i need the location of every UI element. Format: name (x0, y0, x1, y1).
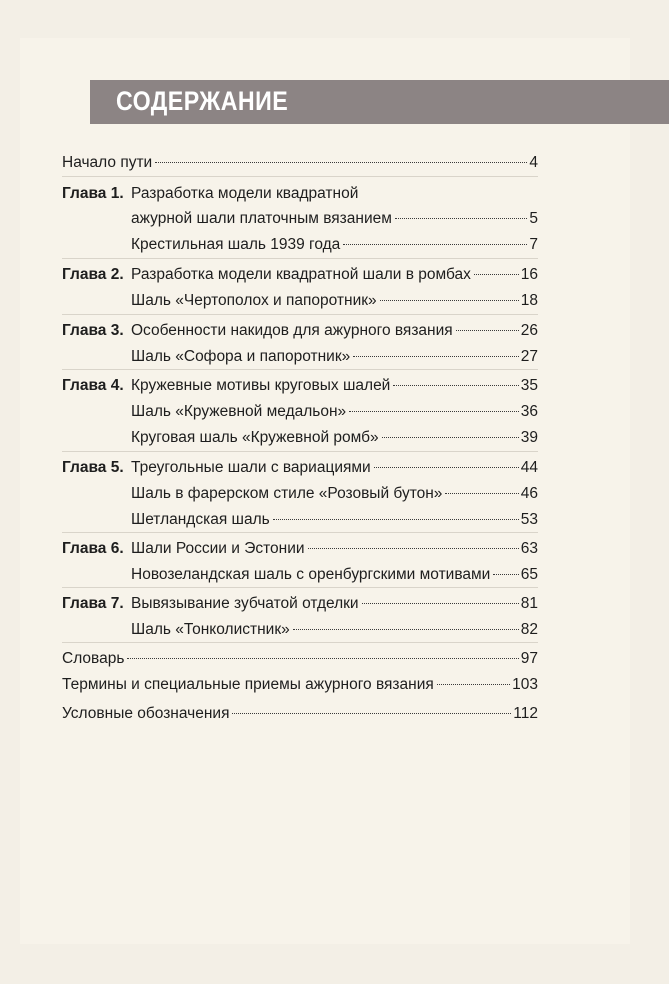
toc-entry-label (62, 266, 471, 284)
dot-leader (343, 244, 527, 245)
chapter-number: Глава 3. (62, 322, 124, 339)
toc-entry-title: Разработка модели квадратной шали в ромбах (131, 266, 471, 283)
toc-entry[interactable] (62, 210, 538, 234)
toc-entry-title: Шаль в фарерском стиле «Розовый бутон» (131, 485, 443, 502)
chapter-number: Глава 2. (62, 266, 124, 283)
toc-entry[interactable] (62, 154, 538, 178)
chapter-number: Глава 1. (62, 185, 124, 202)
toc-entry-title: Словарь (62, 650, 125, 667)
page-number: 53 (520, 511, 538, 528)
page-number: 39 (520, 429, 538, 446)
toc-entry-label (62, 185, 358, 203)
toc-entry-label (62, 511, 270, 529)
toc-entry-label (62, 429, 379, 447)
toc-entry[interactable] (62, 348, 538, 372)
chapter-number: Глава 4. (62, 377, 124, 394)
toc-entry[interactable] (62, 236, 538, 260)
toc-entry[interactable] (62, 485, 538, 509)
dot-leader (155, 162, 527, 163)
toc-entry-label (62, 292, 377, 310)
toc-entry-label (62, 403, 346, 421)
dot-leader (273, 519, 519, 520)
page-number: 44 (520, 459, 538, 476)
page-number: 18 (520, 292, 538, 309)
chapter-number: Глава 5. (62, 459, 124, 476)
toc-entry[interactable] (62, 676, 538, 700)
page-title: СОДЕРЖАНИЕ (116, 86, 289, 116)
toc-entry-title: Крестильная шаль 1939 года (131, 236, 341, 253)
dot-leader (393, 385, 518, 386)
page-number: 65 (520, 566, 538, 583)
toc-entry-title: Вывязывание зубчатой отделки (131, 595, 359, 612)
toc-entry-label (62, 377, 390, 395)
toc-entry-label (62, 566, 490, 584)
dot-leader (456, 330, 519, 331)
page-number: 81 (520, 595, 538, 612)
toc-entry-title: Шаль «Кружевной медальон» (131, 403, 347, 420)
toc-entry-label (62, 676, 434, 694)
dot-leader (374, 467, 519, 468)
toc-entry-label (62, 236, 340, 254)
dot-leader (127, 658, 518, 659)
dot-leader (382, 437, 519, 438)
toc-entry[interactable] (62, 705, 538, 729)
dot-leader (474, 274, 519, 275)
page-number: 26 (520, 322, 538, 339)
chapter-number: Глава 6. (62, 540, 124, 557)
page-number: 16 (520, 266, 538, 283)
page-number: 112 (513, 705, 538, 722)
toc-entry[interactable] (62, 650, 538, 674)
toc-entry-title: Шаль «Софора и папоротник» (131, 348, 351, 365)
dot-leader (353, 356, 519, 357)
toc-entry-title: Новозеландская шаль с оренбургскими мотивами (131, 566, 491, 583)
toc-entry-title: Разработка модели квадратной (131, 185, 359, 202)
toc-entry-label (62, 650, 124, 668)
toc-entry-title: Шаль «Чертополох и папоротник» (131, 292, 377, 309)
page-number: 103 (512, 676, 538, 693)
toc-entry-label (62, 459, 371, 477)
page-number: 82 (520, 621, 538, 638)
toc-entry-label (62, 705, 229, 723)
page-number: 27 (520, 348, 538, 365)
toc-entry[interactable] (62, 322, 538, 346)
contents-title-bar (90, 80, 669, 124)
toc-entry-label (62, 540, 305, 558)
toc-entry-label (62, 348, 350, 366)
toc-entry-title: Условные обозначения (62, 705, 230, 722)
chapter-number: Глава 7. (62, 595, 124, 612)
toc-entry-title: Круговая шаль «Кружевной ромб» (131, 429, 379, 446)
toc-entry-label (62, 595, 359, 613)
toc-entry-title: Треугольные шали с вариациями (131, 459, 371, 476)
page-number: 36 (520, 403, 538, 420)
dot-leader (380, 300, 519, 301)
dot-leader (493, 574, 518, 575)
dot-leader (362, 603, 519, 604)
dot-leader (232, 713, 511, 714)
toc-entry-title: Шаль «Тонколистник» (131, 621, 290, 638)
toc-entry[interactable] (62, 429, 538, 453)
toc-entry[interactable] (62, 292, 538, 316)
toc-entry-label (62, 210, 392, 228)
dot-leader (445, 493, 518, 494)
toc-entry[interactable] (62, 566, 538, 590)
dot-leader (349, 411, 519, 412)
dot-leader (308, 548, 519, 549)
dot-leader (395, 218, 527, 219)
toc-entry-label (62, 621, 290, 639)
toc-entry-title: ажурной шали платочным вязанием (131, 210, 392, 227)
toc-entry[interactable] (62, 459, 538, 483)
toc-entry[interactable] (62, 377, 538, 401)
toc-entry-title: Шетландская шаль (131, 511, 270, 528)
toc-entry[interactable] (62, 595, 538, 619)
toc-entry-label (62, 485, 442, 503)
toc-entry[interactable] (62, 185, 538, 209)
page-number: 46 (520, 485, 538, 502)
page-number: 35 (520, 377, 538, 394)
toc-entry-label (62, 154, 152, 172)
toc-entry-title: Начало пути (62, 154, 153, 171)
page-number: 4 (529, 154, 538, 171)
dot-leader (437, 684, 510, 685)
page-number: 63 (520, 540, 538, 557)
toc-entry-title: Термины и специальные приемы ажурного вязания (62, 676, 434, 693)
toc-entry[interactable] (62, 511, 538, 535)
dot-leader (293, 629, 519, 630)
toc-entry-title: Особенности накидов для ажурного вязания (131, 322, 453, 339)
toc-entry[interactable] (62, 540, 538, 564)
toc-entry[interactable] (62, 266, 538, 290)
toc-entry-title: Кружевные мотивы круговых шалей (131, 377, 391, 394)
toc-entry-label (62, 322, 453, 340)
toc-entry-title: Шали России и Эстонии (131, 540, 305, 557)
page-number: 97 (520, 650, 538, 667)
toc-entry[interactable] (62, 403, 538, 427)
toc-entry[interactable] (62, 621, 538, 645)
page-number: 5 (529, 210, 538, 227)
page-number: 7 (529, 236, 538, 253)
